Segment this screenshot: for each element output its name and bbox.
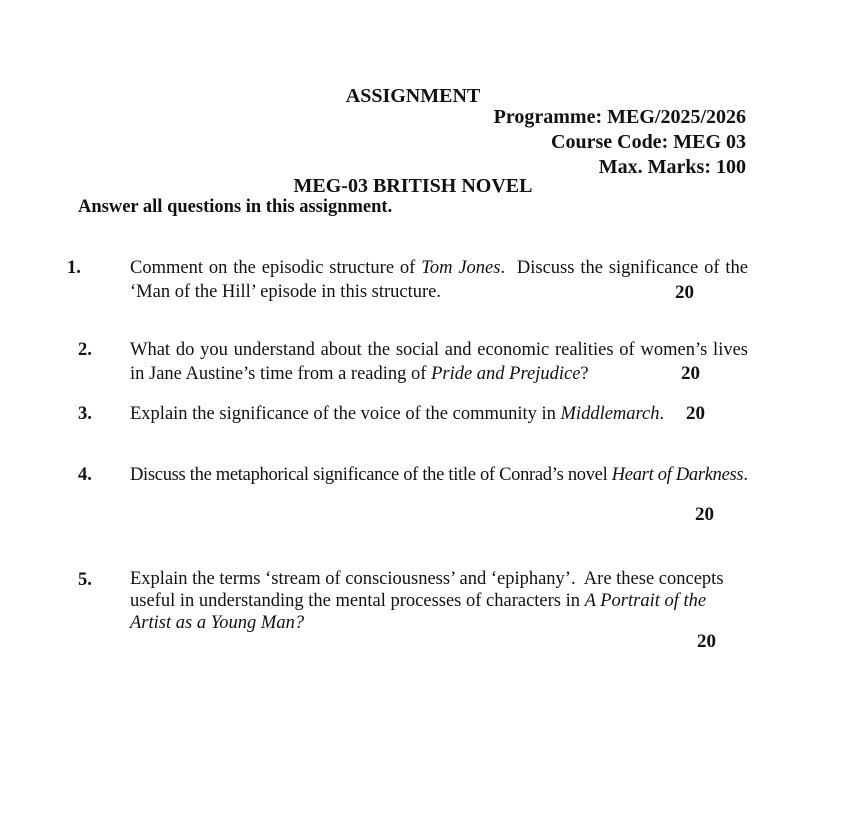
- question-1-marks: 20: [675, 282, 694, 303]
- question-5-marks: 20: [697, 631, 716, 652]
- document-title: ASSIGNMENT: [345, 85, 481, 107]
- question-3-marks: 20: [686, 403, 705, 424]
- question-4-number: 4.: [78, 465, 92, 485]
- programme-line: Programme: MEG/2025/2026: [493, 106, 746, 128]
- question-4-marks: 20: [695, 504, 714, 525]
- question-2-number: 2.: [78, 340, 92, 360]
- question-1-number: 1.: [67, 258, 81, 278]
- question-4-text: Discuss the metaphorical significance of the title of Conrad’s novel Heart of Darkness.: [130, 465, 748, 485]
- question-3-text: Explain the significance of the voice of the community in Middlemarch.: [130, 404, 665, 424]
- course-code-line: Course Code: MEG 03: [551, 131, 746, 153]
- question-5-number: 5.: [78, 570, 92, 590]
- max-marks-line: Max. Marks: 100: [598, 156, 746, 178]
- instruction-text: Answer all questions in this assignment.: [78, 197, 393, 217]
- question-3-number: 3.: [78, 404, 92, 424]
- question-1-text: Comment on the episodic structure of Tom Jones. Discuss the significance of the ‘Man of the Hill’ episode in this structure.: [130, 258, 753, 302]
- question-2-marks: 20: [681, 363, 700, 384]
- question-2-text: What do you understand about the social and economic realities of women’s lives in Jane Austine’s time from a reading of Pride and Prejudice?: [130, 340, 753, 384]
- document-meta-block: [494, 105, 746, 180]
- document-subtitle: MEG-03 BRITISH NOVEL: [293, 175, 533, 197]
- question-5-text: Explain the terms ‘stream of consciousness’ and ‘epiphany’. Are these concepts useful in understanding the mental processes of characters in A Portrait of the Artist as a Young Man?: [130, 569, 729, 633]
